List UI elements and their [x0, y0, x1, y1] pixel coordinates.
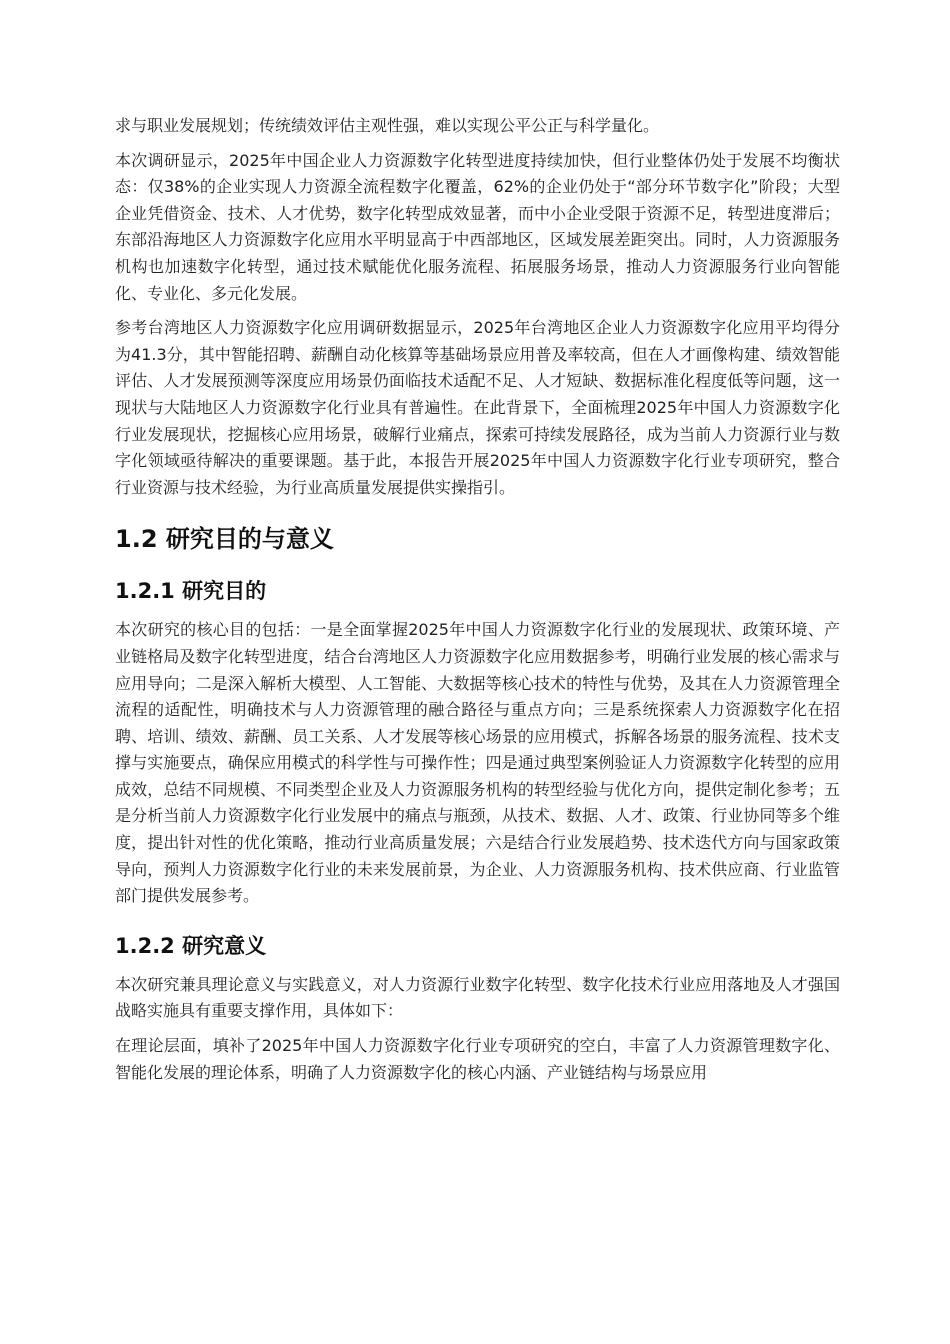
section-heading: 1.2 研究目的与意义 [115, 525, 334, 554]
body-paragraph: 本次研究兼具理论意义与实践意义，对人力资源行业数字化转型、数字化技术行业应用落地及人才强国战略实施具有重要支撑作用，具体如下： [115, 974, 840, 1021]
body-paragraph: 在理论层面，填补了2025年中国人力资源数字化行业专项研究的空白，丰富了人力资源管理数字化、智能化发展的理论体系，明确了人力资源数字化的核心内涵、产业链结构与场景应用 [115, 1036, 840, 1082]
subsection-heading: 1.2.2 研究意义 [115, 933, 267, 958]
body-paragraph: 本次调研显示，2025年中国企业人力资源数字化转型进度持续加快，但行业整体仍处于发展不均衡状态：仅38%的企业实现人力资源全流程数字化覆盖，62%的企业仍处于“部分环节数字化”阶段；大型企业凭借资金、技术、人才优势，数字化转型成效显著，而中小企业受限于资源不足，转型进度滞后；东部沿海地区人力资源数字化应用水平明显高于中西部地区，区域发展差距突出。同时，人力资源服务机构也加速数字化转型，通过技术赋能优化服务流程、拓展服务场景，推动人力资源服务行业向智能化、专业化、多元化发展。 [115, 150, 840, 303]
body-paragraph: 求与职业发展规划；传统绩效评估主观性强，难以实现公平公正与科学量化。 [115, 116, 660, 135]
body-paragraph: 参考台湾地区人力资源数字化应用调研数据显示，2025年台湾地区企业人力资源数字化应用平均得分为41.3分，其中智能招聘、薪酬自动化核算等基础场景应用普及率较高，但在人才画像构建、绩效智能评估、人才发展预测等深度应用场景仍面临技术适配不足、人才短缺、数据标准化程度低等问题，这一现状与大陆地区人力资源数字化行业具有普遍性。在此背景下，全面梳理2025年中国人力资源数字化行业发展现状，挖掘核心应用场景，破解行业痛点，探索可持续发展路径，成为当前人力资源行业与数字化领域亟待解决的重要课题。基于此，本报告开展2025年中国人力资源数字化行业专项研究，整合行业资源与技术经验，为行业高质量发展提供实操指引。 [115, 318, 840, 497]
document-page [115, 113, 840, 1094]
body-paragraph: 本次研究的核心目的包括：一是全面掌握2025年中国人力资源数字化行业的发展现状、政策环境、产业链格局及数字化转型进度，结合台湾地区人力资源数字化应用数据参考，明确行业发展的核心需求与应用导向；二是深入解析大模型、人工智能、大数据等核心技术的特性与优势，及其在人力资源管理全流程的适配性，明确技术与人力资源管理的融合路径与重点方向；三是系统探索人力资源数字化在招聘、培训、绩效、薪酬、员工关系、人才发展等核心场景的应用模式，拆解各场景的服务流程、技术支撑与实施要点，确保应用模式的科学性与可操作性；四是通过典型案例验证人力资源数字化转型的应用成效，总结不同规模、不同类型企业及人力资源服务机构的转型经验与优化方向，提供定制化参考；五是分析当前人力资源数字化行业发展中的痛点与瓶颈，从技术、数据、人才、政策、行业协同等多个维度，提出针对性的优化策略，推动行业高质量发展；六是结合行业发展趋势、技术迭代方向与国家政策导向，预判人力资源数字化行业的未来发展前景，为企业、人力资源服务机构、技术供应商、行业监管部门提供发展参考。 [115, 620, 840, 906]
subsection-heading: 1.2.1 研究目的 [115, 579, 267, 604]
